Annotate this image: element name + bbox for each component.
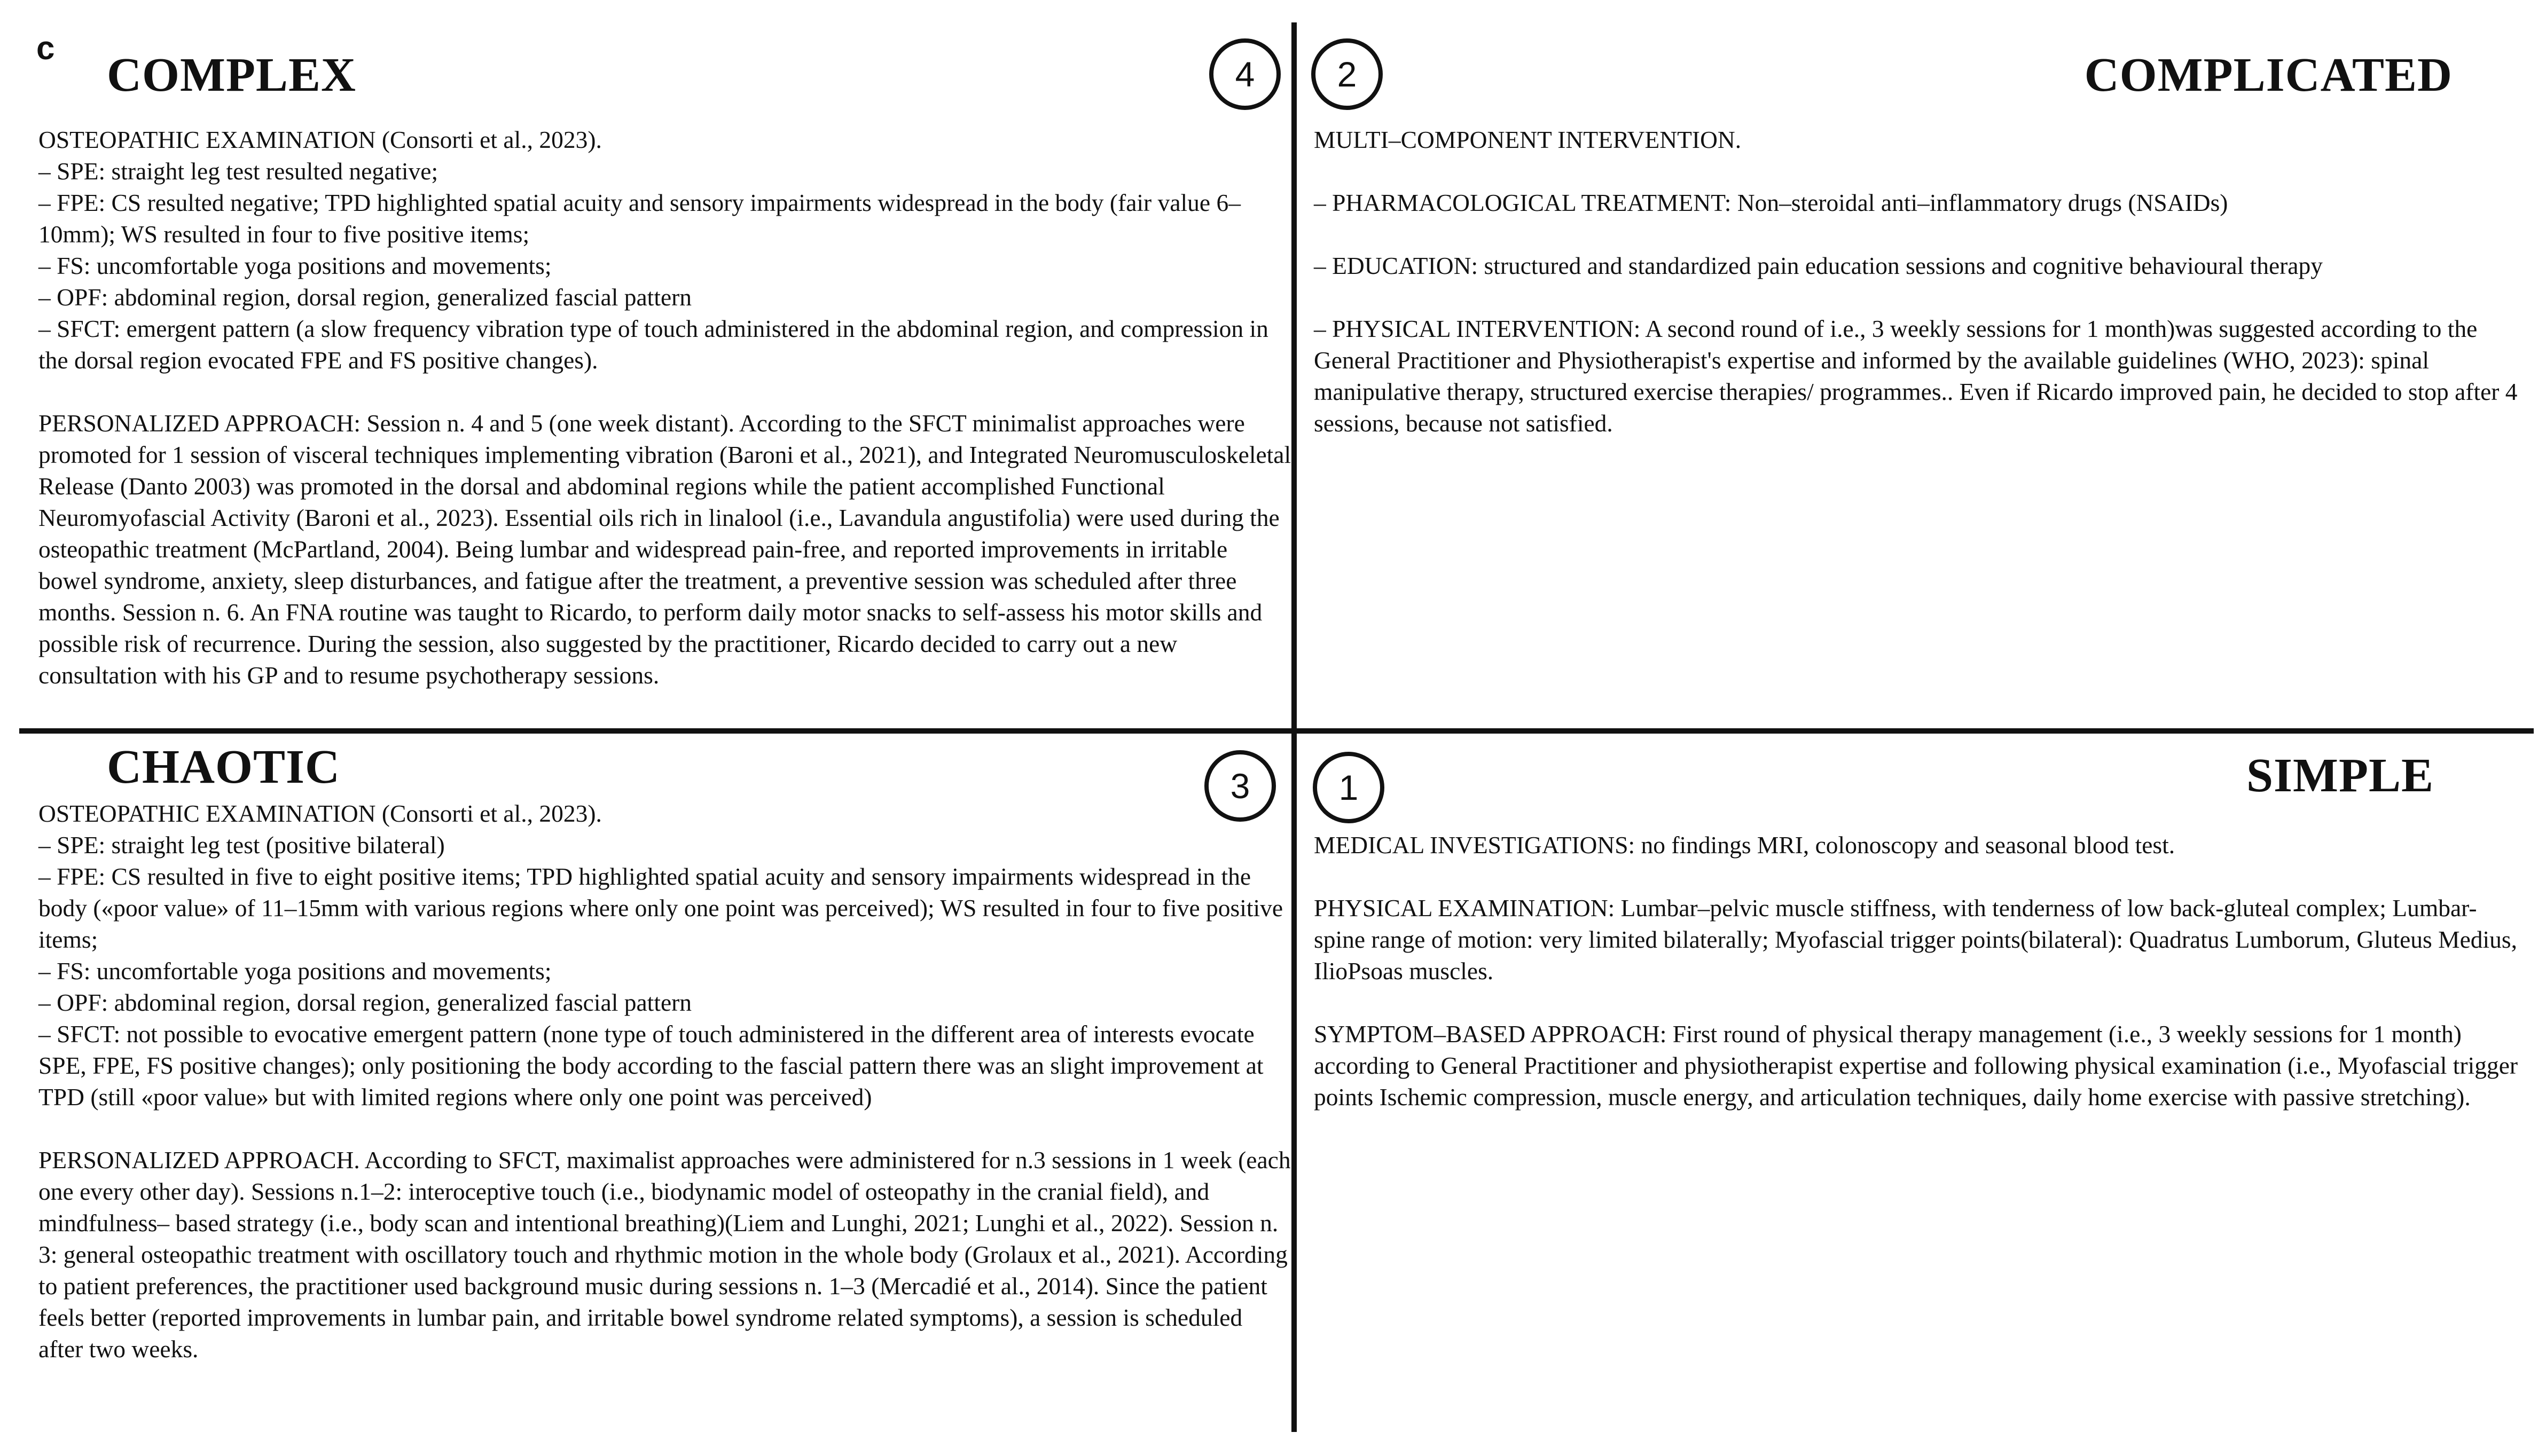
- text-line: – SFCT: emergent pattern (a slow frequency vibration type of touch administered in the abdominal region, and compression in the dorsal region evocated FPE and FS positive changes).: [38, 315, 1268, 374]
- panel-label: c: [36, 30, 55, 67]
- quadrant-number-complex: 4: [1209, 38, 1281, 110]
- paragraph-gap: [1314, 861, 2527, 892]
- text-line: – SFCT: not possible to evocative emergent pattern (none type of touch administered in the different area of interests evocate SPE, FPE, FS positive changes); only positioning the body according to the fascial pattern there was an slight improvement at TPD (still «poor value» but with limited regions where only one point was perceived): [38, 1020, 1264, 1111]
- vertical-axis: [1291, 22, 1297, 1432]
- text-line: – SPE: straight leg test resulted negative;: [38, 158, 438, 185]
- text-line: – OPF: abdominal region, dorsal region, generalized fascial pattern: [38, 284, 692, 311]
- text-line: – FPE: CS resulted negative; TPD highlighted spatial acuity and sensory impairments widespread in the body (fair value 6–10mm); WS resulted in four to five positive items;: [38, 189, 1241, 248]
- text-line: – FS: uncomfortable yoga positions and movements;: [38, 957, 552, 985]
- paragraph-gap: [1314, 218, 2527, 250]
- quadrant-title-chaotic: CHAOTIC: [107, 741, 341, 793]
- quadrant-text-complicated: [1314, 124, 2527, 439]
- quadrant-title-simple: SIMPLE: [2246, 749, 2434, 802]
- text-line: MEDICAL INVESTIGATIONS: no findings MRI, colonoscopy and seasonal blood test.: [1314, 831, 2175, 859]
- text-line: MULTI–COMPONENT INTERVENTION.: [1314, 126, 1742, 153]
- quadrant-text-complex: [38, 124, 1291, 691]
- paragraph-gap: [1314, 155, 2527, 187]
- quadrant-text-simple: [1314, 829, 2527, 1113]
- text-line: PERSONALIZED APPROACH. According to SFCT, maximalist approaches were administered for n.3 sessions in 1 week (each one every other day). Sessions n.1–2: interoceptive touch (i.e., biodynamic model of osteopathy in the cranial field), and mindfulness– based strategy (i.e., body scan and intentional breathing)(Liem and Lunghi, 2021; Lunghi et al., 2022). Session n. 3: general osteopathic treatment with oscillatory touch and rhythmic motion in the whole body (Grolaux et al., 2021). According to patient preferences, the practitioner used background music during sessions n. 1–3 (Mercadié et al., 2014). Since the patient feels better (reported improvements in lumbar pain, and irritable bowel syndrome related symptoms), a session is scheduled after two weeks.: [38, 1146, 1291, 1363]
- text-line: – FS: uncomfortable yoga positions and movements;: [38, 252, 552, 279]
- paragraph-gap: [38, 376, 1291, 407]
- text-line: – PHARMACOLOGICAL TREATMENT: Non–steroidal anti–inflammatory drugs (NSAIDs): [1314, 189, 2228, 216]
- text-line: – PHYSICAL INTERVENTION: A second round of i.e., 3 weekly sessions for 1 month)was suggested according to the General Practitioner and Physiotherapist's expertise and informed by the available guidelines (WHO, 2023): spinal manipulative therapy, structured exercise therapies/ programmes.. Even if Ricardo improved pain, he decided to stop after 4 sessions, because not satisfied.: [1314, 315, 2518, 437]
- quadrant-text-chaotic: [38, 798, 1291, 1365]
- text-line: PHYSICAL EXAMINATION: Lumbar–pelvic muscle stiffness, with tenderness of low back-gluteal complex; Lumbar-spine range of motion: very limited bilaterally; Myofascial trigger points(bilateral): Quadratus Lumborum, Gluteus Medius, IlioPsoas muscles.: [1314, 894, 2517, 985]
- text-line: – FPE: CS resulted in five to eight positive items; TPD highlighted spatial acuity and sensory impairments widespread in the body («poor value» of 11–15mm with various regions where only one point was perceived); WS resulted in four to five positive items;: [38, 863, 1283, 953]
- text-line: – OPF: abdominal region, dorsal region, generalized fascial pattern: [38, 989, 692, 1016]
- paragraph-gap: [38, 1113, 1291, 1144]
- quadrant-number-complicated: 2: [1311, 38, 1383, 110]
- text-line: SYMPTOM–BASED APPROACH: First round of physical therapy management (i.e., 3 weekly sessions for 1 month) according to General Practitioner and physiotherapist expertise and following physical examination (i.e., Myofascial trigger points Ischemic compression, muscle energy, and articulation techniques, daily home exercise with passive stretching).: [1314, 1020, 2518, 1111]
- text-line: – EDUCATION: structured and standardized pain education sessions and cognitive behavioural therapy: [1314, 252, 2323, 279]
- text-line: – SPE: straight leg test (positive bilateral): [38, 831, 445, 859]
- paragraph-gap: [1314, 987, 2527, 1018]
- quadrant-title-complicated: COMPLICATED: [2084, 49, 2453, 101]
- quadrant-number-chaotic: 3: [1204, 750, 1276, 822]
- quadrant-title-complex: COMPLEX: [107, 49, 356, 101]
- paragraph-gap: [1314, 281, 2527, 313]
- horizontal-axis: [19, 728, 2534, 734]
- text-line: PERSONALIZED APPROACH: Session n. 4 and 5 (one week distant). According to the SFCT minimalist approaches were promoted for 1 session of visceral techniques implementing vibration (Baroni et al., 2021), and Integrated Neuromusculoskeletal Release (Danto 2003) was promoted in the dorsal and abdominal regions while the patient accomplished Functional Neuromyofascial Activity (Baroni et al., 2023). Essential oils rich in linalool (i.e., Lavandula angustifolia) were used during the osteopathic treatment (McPartland, 2004). Being lumbar and widespread pain-free, and reported improvements in irritable bowel syndrome, anxiety, sleep disturbances, and fatigue after the treatment, a preventive session was scheduled after three months. Session n. 6. An FNA routine was taught to Ricardo, to perform daily motor snacks to self-assess his motor skills and possible risk of recurrence. During the session, also suggested by the practitioner, Ricardo decided to carry out a new consultation with his GP and to resume psychotherapy sessions.: [38, 410, 1291, 689]
- quadrant-number-simple: 1: [1313, 752, 1384, 823]
- text-line: OSTEOPATHIC EXAMINATION (Consorti et al., 2023).: [38, 126, 602, 153]
- text-line: OSTEOPATHIC EXAMINATION (Consorti et al., 2023).: [38, 800, 602, 827]
